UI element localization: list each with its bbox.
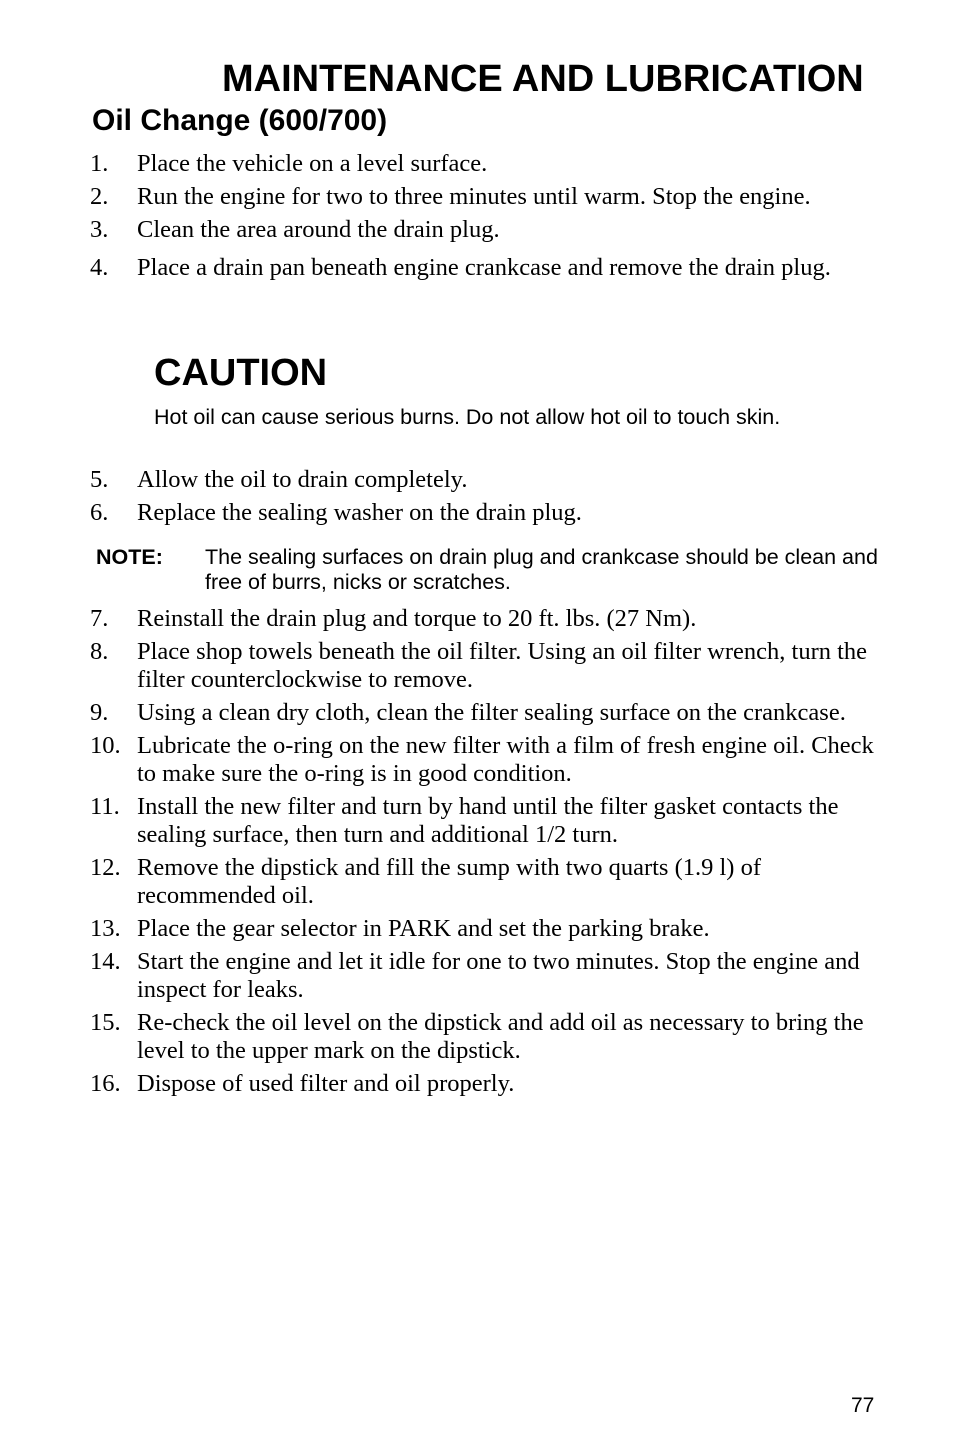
page-number: 77: [851, 1394, 875, 1417]
chapter-title: MAINTENANCE AND LUBRICATION: [222, 58, 864, 100]
step-number: 3.: [90, 216, 109, 243]
step-text: Place the gear selector in PARK and set the parking brake.: [137, 915, 710, 942]
note-label: NOTE:: [96, 545, 163, 569]
step-text: Using a clean dry cloth, clean the filter sealing surface on the crankcase.: [137, 699, 846, 726]
step-item: [0, 150, 889, 178]
step-item: [0, 216, 889, 244]
step-number: 8.: [90, 638, 109, 665]
note-text: The sealing surfaces on drain plug and crankcase should be clean and free of burrs, nicks or scratches.: [205, 545, 878, 594]
step-number: 16.: [90, 1070, 121, 1097]
step-item: [0, 854, 889, 910]
step-item: [0, 1070, 889, 1098]
step-text: Place the vehicle on a level surface.: [137, 150, 488, 177]
step-text: Allow the oil to drain completely.: [137, 466, 468, 493]
step-number: 12.: [90, 854, 121, 881]
note-block: [96, 545, 896, 595]
step-text: Remove the dipstick and fill the sump with two quarts (1.9 l) of recommended oil.: [137, 854, 761, 909]
step-list-part-3: [0, 605, 954, 1103]
caution-heading: CAUTION: [154, 352, 328, 394]
caution-text: Hot oil can cause serious burns. Do not allow hot oil to touch skin.: [154, 405, 781, 429]
step-text: Install the new filter and turn by hand until the filter gasket contacts the sealing surface, then turn and additional 1/2 turn.: [137, 793, 839, 848]
step-item: [0, 793, 889, 849]
step-item: [0, 499, 889, 527]
step-text: Dispose of used filter and oil properly.: [137, 1070, 515, 1097]
step-text: Run the engine for two to three minutes until warm. Stop the engine.: [137, 183, 811, 210]
step-number: 2.: [90, 183, 109, 210]
step-text: Replace the sealing washer on the drain plug.: [137, 499, 582, 526]
step-number: 1.: [90, 150, 109, 177]
step-item: [0, 948, 889, 1004]
step-text: Lubricate the o-ring on the new filter with a film of fresh engine oil. Check to make sure the o-ring is in good condition.: [137, 732, 874, 787]
step-list-part-2: [0, 466, 954, 532]
step-item: [0, 699, 889, 727]
step-number: 6.: [90, 499, 109, 526]
step-item: [0, 732, 889, 788]
step-item: [0, 183, 889, 211]
step-number: 9.: [90, 699, 109, 726]
step-text: Place a drain pan beneath engine crankcase and remove the drain plug.: [137, 254, 831, 281]
step-number: 7.: [90, 605, 109, 632]
step-item: [0, 254, 889, 282]
step-item: [0, 466, 889, 494]
step-item: [0, 1009, 889, 1065]
step-number: 11.: [90, 793, 120, 820]
step-number: 10.: [90, 732, 121, 759]
step-text: Start the engine and let it idle for one to two minutes. Stop the engine and inspect for leaks.: [137, 948, 860, 1003]
step-text: Re-check the oil level on the dipstick and add oil as necessary to bring the level to the upper mark on the dipstick.: [137, 1009, 864, 1064]
step-text: Reinstall the drain plug and torque to 20 ft. lbs. (27 Nm).: [137, 605, 697, 632]
step-item: [0, 605, 889, 633]
step-text: Clean the area around the drain plug.: [137, 216, 500, 243]
step-number: 14.: [90, 948, 121, 975]
step-number: 13.: [90, 915, 121, 942]
step-number: 4.: [90, 254, 109, 281]
step-number: 5.: [90, 466, 109, 493]
step-number: 15.: [90, 1009, 121, 1036]
step-list-part-1: [0, 150, 954, 287]
step-item: [0, 915, 889, 943]
section-title: Oil Change (600/700): [92, 104, 388, 137]
step-item: [0, 638, 889, 694]
step-text: Place shop towels beneath the oil filter. Using an oil filter wrench, turn the filter counterclockwise to remove.: [137, 638, 868, 693]
